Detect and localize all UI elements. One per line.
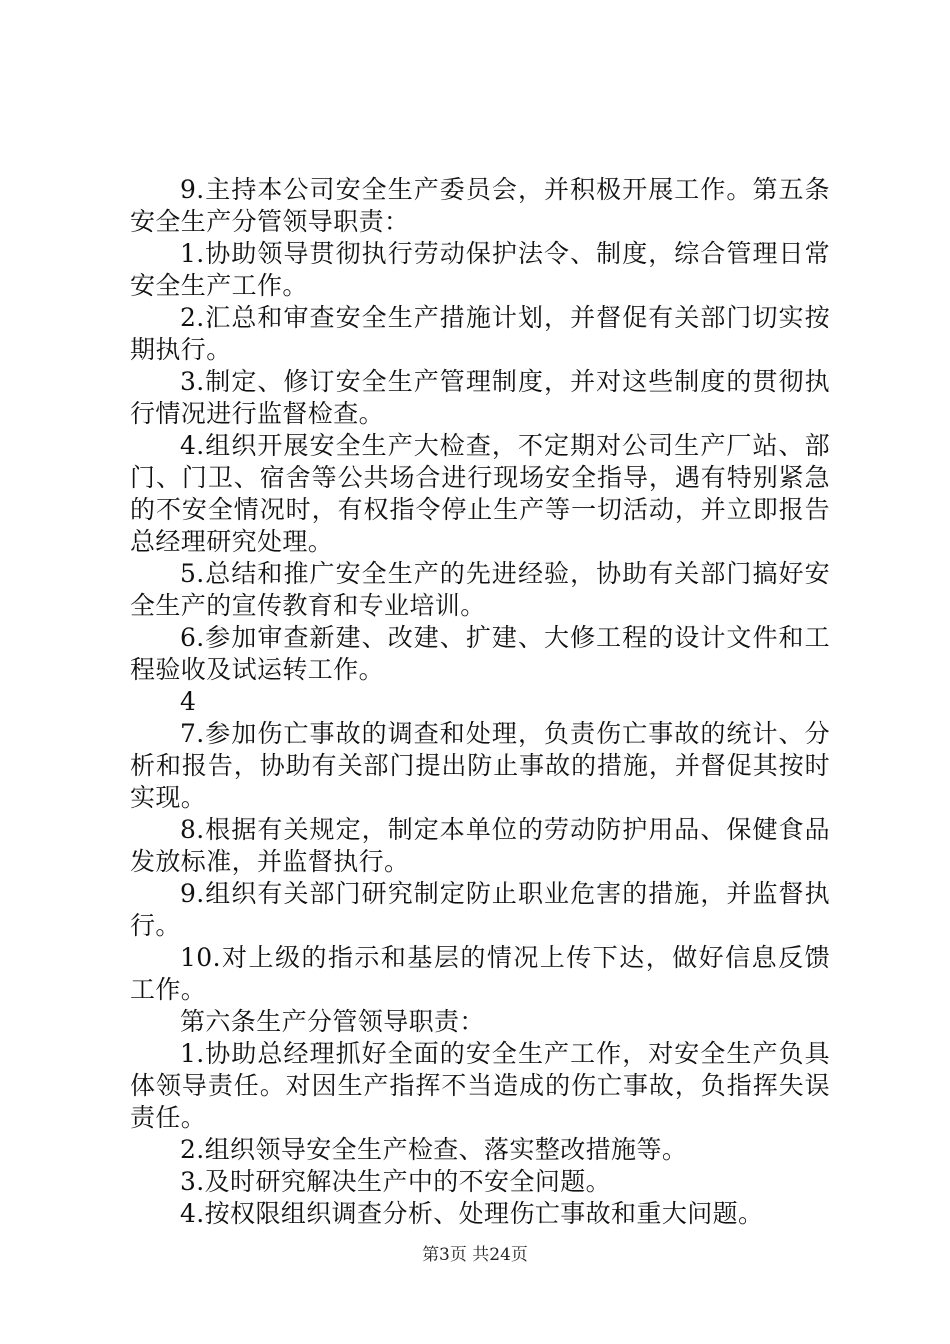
paragraph: 9.组织有关部门研究制定防止职业危害的措施，并监督执行。: [130, 879, 830, 940]
paragraph: 6.参加审查新建、改建、扩建、大修工程的设计文件和工程验收及试运转工作。: [130, 623, 830, 684]
stray-number: 4: [180, 687, 197, 716]
paragraph: 7.参加伤亡事故的调查和处理，负责伤亡事故的统计、分析和报告，协助有关部门提出防止事故的措施，并督促其按时实现。: [130, 719, 830, 812]
paragraph: 4.按权限组织调查分析、处理伤亡事故和重大问题。: [180, 1199, 764, 1228]
page-footer: 第3页 共24页: [422, 1245, 528, 1265]
paragraph: 4.组织开展安全生产大检查，不定期对公司生产厂站、部门、门卫、宿舍等公共场合进行现场安全指导，遇有特别紧急的不安全情况时，有权指令停止生产等一切活动，并立即报告总经理研究处理。: [130, 431, 830, 556]
document-body: [130, 174, 830, 1230]
paragraph: 2.组织领导安全生产检查、落实整改措施等。: [180, 1135, 688, 1164]
paragraph: 3.及时研究解决生产中的不安全问题。: [180, 1167, 612, 1196]
paragraph: 5.总结和推广安全生产的先进经验，协助有关部门搞好安全生产的宣传教育和专业培训。: [130, 559, 830, 620]
paragraph: 1.协助领导贯彻执行劳动保护法令、制度，综合管理日常安全生产工作。: [130, 239, 830, 300]
paragraph: 9.主持本公司安全生产委员会，并积极开展工作。第五条安全生产分管领导职责：: [130, 175, 830, 236]
paragraph: 1.协助总经理抓好全面的安全生产工作，对安全生产负具体领导责任。对因生产指挥不当造成的伤亡事故，负指挥失误责任。: [130, 1039, 830, 1132]
paragraph: 8.根据有关规定，制定本单位的劳动防护用品、保健食品发放标准，并监督执行。: [130, 815, 830, 876]
paragraph: 3.制定、修订安全生产管理制度，并对这些制度的贯彻执行情况进行监督检查。: [130, 367, 830, 428]
paragraph: 10.对上级的指示和基层的情况上传下达，做好信息反馈工作。: [130, 943, 830, 1004]
paragraph: 2.汇总和审查安全生产措施计划，并督促有关部门切实按期执行。: [130, 303, 830, 364]
section-heading: 第六条生产分管领导职责：: [180, 1007, 485, 1036]
